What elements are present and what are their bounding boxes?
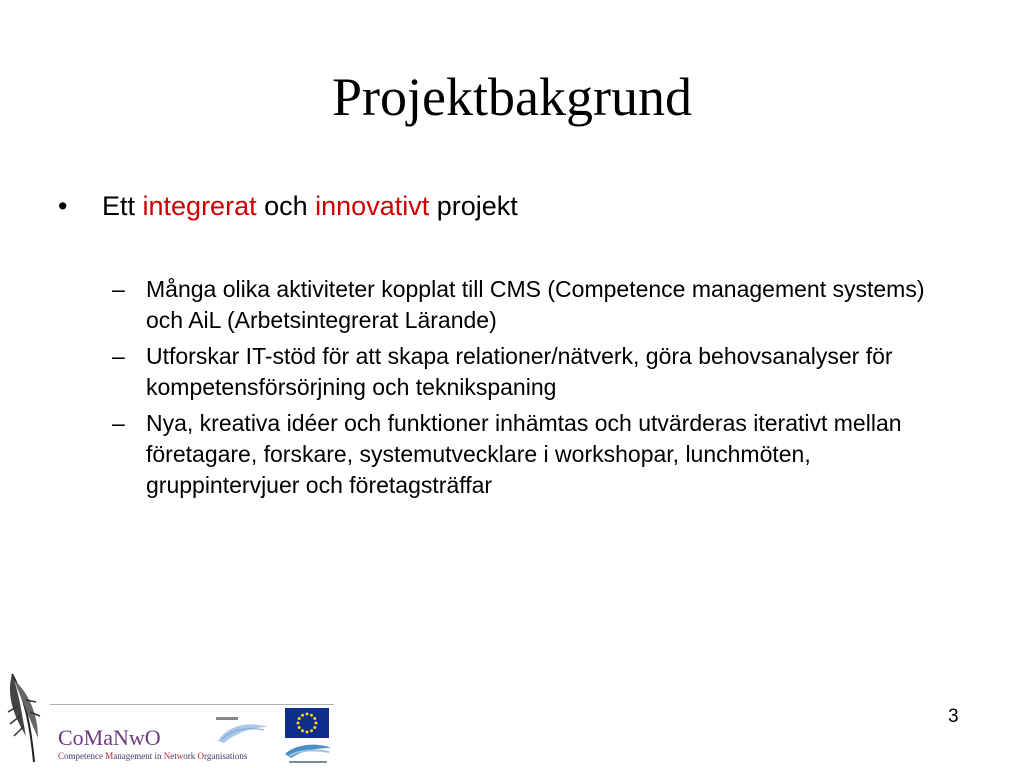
bullet-marker: • <box>58 191 68 221</box>
footer-divider <box>50 704 334 705</box>
subtitle-initial: M <box>105 751 114 761</box>
hogskolan-vast-logo-icon <box>283 740 333 766</box>
networking-logo-icon <box>214 713 270 745</box>
bullet-text-part: Ett <box>102 191 143 221</box>
subtitle-initial: w <box>176 751 184 761</box>
comanwo-logo: CoMaNwO <box>58 725 161 750</box>
main-bullet-text <box>102 188 518 224</box>
main-bullet <box>58 188 958 224</box>
sub-bullet-text: Många olika aktiviteter kopplat till CMS (Competence management systems) och AiL (Arbetsintegrerat Lärande) <box>146 276 925 333</box>
sub-bullet <box>112 274 958 336</box>
dash-marker: – <box>112 276 125 302</box>
subtitle-word: ork <box>183 751 198 761</box>
bullet-text-part: och <box>256 191 316 221</box>
sub-bullet <box>112 341 958 403</box>
slide-title: Projektbakgrund <box>332 67 692 127</box>
quill-feather-icon <box>4 666 64 766</box>
highlight-innovativt: innovativt <box>315 191 430 221</box>
sub-bullet-list <box>58 274 958 501</box>
page-number: 3 <box>948 706 959 727</box>
subtitle-initial: N <box>163 751 171 761</box>
subtitle-initial: C <box>58 751 65 761</box>
subtitle-word: et <box>170 751 177 761</box>
sub-bullet <box>112 408 958 501</box>
subtitle-word: rganisations <box>204 751 248 761</box>
highlight-integrerat: integrerat <box>142 191 257 221</box>
sub-bullet-text: Nya, kreativa idéer och funktioner inhämtas och utvärderas iterativt mellan företagare, forskare, systemutvecklare i workshopar, lunchmöten, gruppintervjuer och företagsträffar <box>146 410 902 498</box>
subtitle-word: anagement in <box>113 751 164 761</box>
comanwo-subtitle <box>58 751 247 761</box>
subtitle-initial: O <box>197 751 204 761</box>
sub-bullet-text: Utforskar IT-stöd för att skapa relationer/nätverk, göra behovsanalyser för kompetensförsörjning och teknikspaning <box>146 343 893 400</box>
dash-marker: – <box>112 343 125 369</box>
bullet-text-part: projekt <box>429 191 518 221</box>
eu-flag-icon <box>285 708 329 738</box>
slide-content <box>58 188 958 506</box>
dash-marker: – <box>112 410 125 436</box>
subtitle-word: ompetence <box>64 751 106 761</box>
